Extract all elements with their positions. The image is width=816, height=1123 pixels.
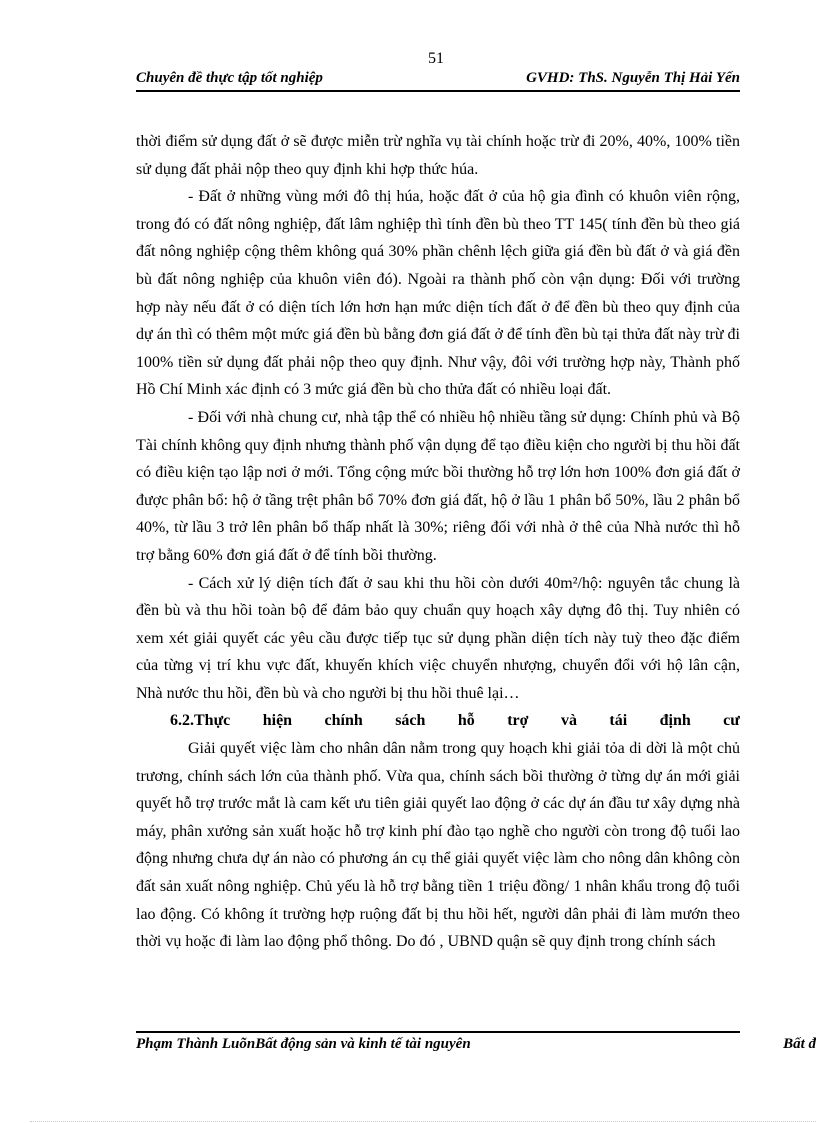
heading-word: chính <box>324 712 363 730</box>
page-header <box>136 70 740 92</box>
footer-left: Phạm Thành LuõnBất động sản và kinh tế tài nguyên <box>136 1036 471 1052</box>
heading-word: cư <box>723 712 740 730</box>
page-edge-divider <box>30 1121 816 1122</box>
footer-divider <box>136 1031 740 1033</box>
heading-word: sách <box>395 712 426 730</box>
heading-word: tái <box>609 712 628 730</box>
heading-word: hỗ <box>457 712 475 730</box>
heading-word: và <box>560 712 577 730</box>
paragraph-2: - Đất ở những vùng mới đô thị húa, hoặc đất ở của hộ gia đình có khuôn viên rộng, trong đó có đất nông nghiệp, đất lâm nghiệp thì tính đền bù theo TT 145( tính đền bù theo giá đất nông nghiệp cộng thêm không quá 30% phần chênh lệch giữa giá đền bù đất ở và giá đền bù đất nông nghiệp của khuôn viên đó). Ngoài ra thành phố còn vận dụng: Đối với trường hợp này nếu đất ở có diện tích lớn hơn hạn mức diện tích đất ở để đền bù theo quy định của dự án thì có thêm một mức giá đền bù bằng đơn giá đất ở để tính đền bù tại thửa đất này trừ đi 100% tiền sử dụng đất phải nộp theo quy định. Như vậy, đôi với trường hợp này, Thành phố Hồ Chí Minh xác định có 3 mức giá đền bù cho thửa đất có nhiều loại đất. <box>136 188 740 399</box>
heading-word: định <box>659 712 691 730</box>
header-left: Chuyên đề thực tập tốt nghiệp <box>136 70 323 86</box>
page-number: 51 <box>428 50 444 67</box>
heading-word: trợ <box>507 712 529 730</box>
section-heading <box>136 707 740 735</box>
heading-word: 6.2.Thực <box>170 712 231 730</box>
page-footer <box>136 1036 816 1053</box>
header-right: GVHD: ThS. Nguyễn Thị Hải Yến <box>526 70 740 86</box>
footer-right: Bất đ <box>783 1036 816 1052</box>
heading-word: hiện <box>262 712 293 730</box>
paragraph-4: - Cách xử lý diện tích đất ở sau khi thu hồi còn dưới 40m²/hộ: nguyên tắc chung là đền bù và thu hồi toàn bộ để đảm bảo quy chuẩn quy hoạch xây dựng đô thị. Tuy nhiên có xem xét giải quyết các yêu cầu được tiếp tục sử dụng phần diện tích này tuỳ theo đặc điểm của từng vị trí khu vực đất, khuyến khích việc chuyển nhượng, chuyển đổi với hộ lân cận, Nhà nước thu hồi, đền bù và cho người bị thu hồi thuê lại… <box>136 574 740 702</box>
paragraph-5: Giải quyết việc làm cho nhân dân nằm trong quy hoạch khi giải tỏa di dời là một chủ trương, chính sách lớn của thành phố. Vừa qua, chính sách bồi thường ở từng dự án mới giải quyết hỗ trợ trước mắt là cam kết ưu tiên giải quyết lao động ở các dự án đầu tư xây dựng nhà máy, phân xưởng sản xuất hoặc hỗ trợ kinh phí đào tạo nghề cho người còn trong độ tuổi lao động nhưng chưa dự án nào có phương án cụ thể giải quyết việc làm cho nông dân không còn đất sản xuất nông nghiệp. Chủ yếu là hỗ trợ bằng tiền 1 triệu đồng/ 1 nhân khẩu trong độ tuổi lao động. Có không ít trường hợp ruộng đất bị thu hồi hết, người dân phải đi làm mướn theo thời vụ hoặc đi làm lao động phổ thông. Do đó , UBND quận sẽ quy định trong chính sách <box>136 740 740 951</box>
document-body <box>136 128 740 956</box>
paragraph-1: thời điểm sử dụng đất ở sẽ được miễn trừ nghĩa vụ tài chính hoặc trừ đi 20%, 40%, 100% tiền sử dụng đất phải nộp theo quy định khi hợp thức húa. <box>136 133 740 178</box>
paragraph-3: - Đối với nhà chung cư, nhà tập thể có nhiều hộ nhiều tầng sử dụng: Chính phủ và Bộ Tài chính không quy định nhưng thành phố vận dụng để tạo điều kiện cho người bị thu hồi đất có điều kiện tạo lập nơi ở mới. Tổng cộng mức bồi thường hỗ trợ lớn hơn 100% đơn giá đất ở được phân bổ: hộ ở tầng trệt phân bổ 70% đơn giá đất, hộ ở lầu 1 phân bổ 50%, lầu 2 phân bổ 40%, từ lầu 3 trở lên phân bổ thấp nhất là 30%; riêng đối với nhà ở thê của Nhà nước thì hỗ trợ bằng 60% đơn giá đất ở để tính bồi thường. <box>136 408 740 564</box>
